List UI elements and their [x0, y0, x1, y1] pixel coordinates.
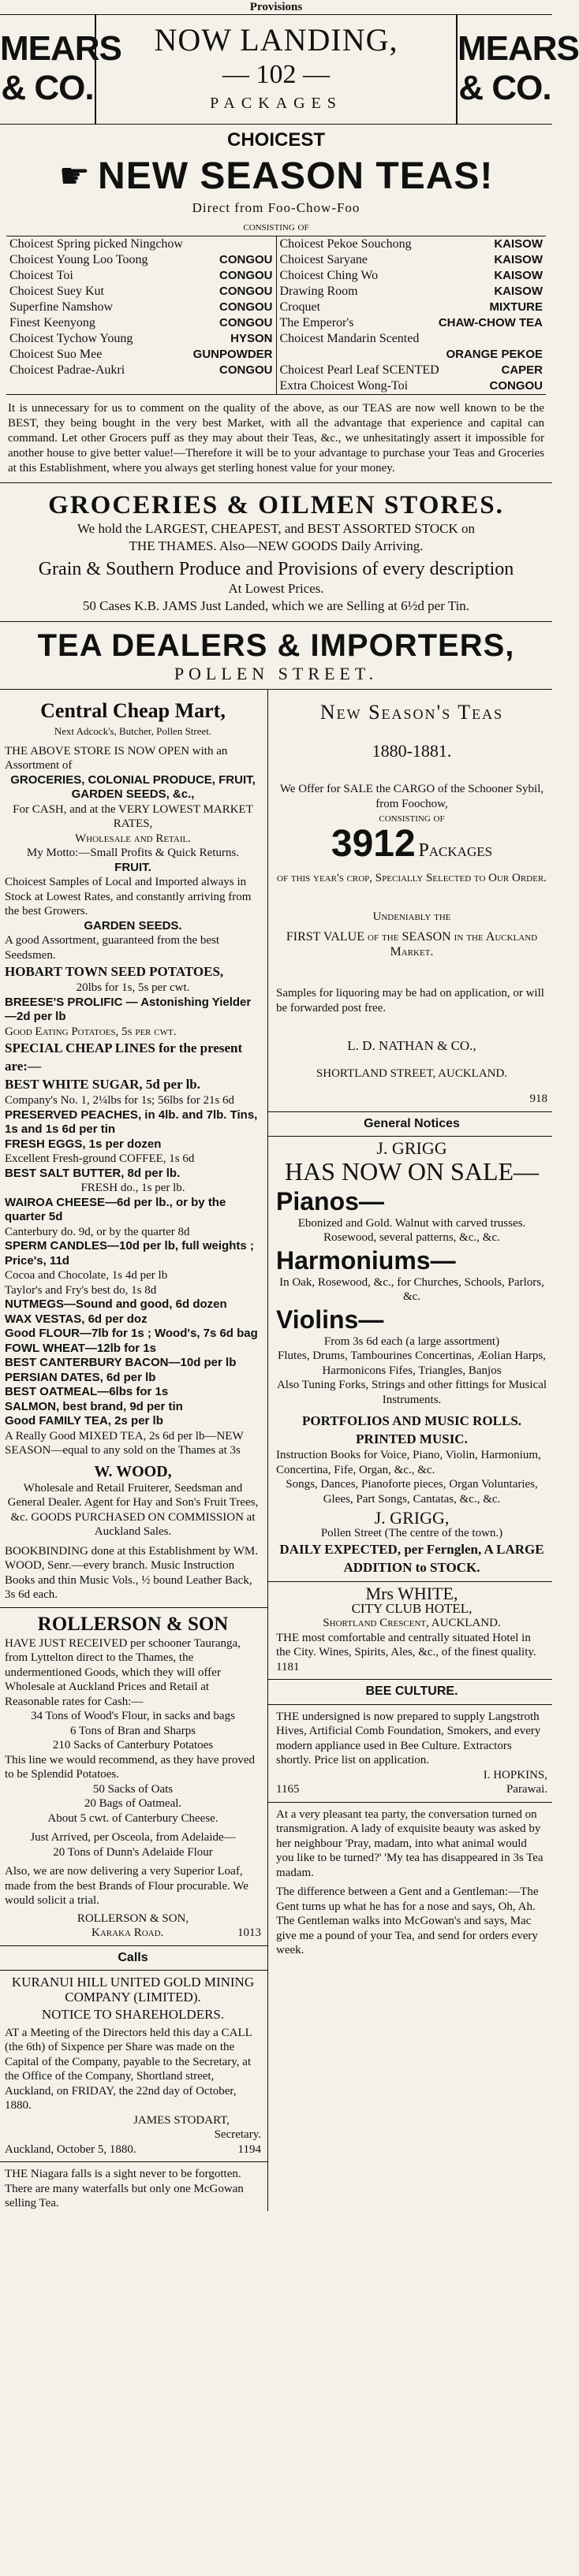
- tea-name: Finest Keenyong: [9, 316, 95, 329]
- tea-name: Choicest Suey Kut: [9, 285, 104, 298]
- rollerson-item-7: About 5 cwt. of Canterbury Cheese.: [47, 1811, 219, 1825]
- grigg-name-2: J. GRIGG,: [374, 1508, 450, 1528]
- jams-line: 50 Cases K.B. JAMS Just Landed, which we are Selling at 6½d per Tin.: [82, 598, 470, 613]
- tea-name: Choicest Suo Mee: [9, 348, 103, 361]
- lowest-prices: At Lowest Prices.: [228, 581, 324, 596]
- central-mart-title: Central Cheap Mart,: [40, 699, 226, 722]
- kuranui-company: KURANUI HILL UNITED GOLD MINING COMPANY (LIMITED).: [11, 1975, 255, 2005]
- groceries-heading: GROCERIES & OILMEN STORES.: [48, 491, 504, 519]
- nathan-heading: New Season's Teas: [319, 701, 504, 724]
- central-breese: BREESE'S PROLIFIC — Astonishing Yielder—2d per lb: [5, 995, 252, 1023]
- wood-text: Wholesale and Retail Fruiterer, Seedsman and General Dealer. Agent for Hay and Son's Fruit Trees, &c. GOODS PURCHASED ON COMMISSION at Auckland Sales.: [7, 1481, 259, 1538]
- divider: [268, 1111, 552, 1112]
- tea-item: [9, 268, 273, 284]
- divider: [268, 1581, 552, 1582]
- nathan-name: L. D. NATHAN & CO.,: [347, 1038, 476, 1053]
- rollerson-item-2: 6 Tons of Bran and Sharps: [69, 1724, 196, 1737]
- white-body: THE most comfortable and centrally situated Hotel in the City. Wines, Spirits, Ales, &c., of the finest quality.: [276, 1631, 536, 1658]
- general-notices-title: General Notices: [364, 1116, 460, 1130]
- bee-para-2: The difference between a Gent and a Gentleman:—The Gent turns up what he has for a nose and says, Oh, Ah. The Gentleman walks into McGowan's and says, Mac give me a pound of your Tea, and send for orders every week.: [276, 1885, 539, 1956]
- tea-type: CONGOU: [219, 253, 273, 266]
- divider: [0, 621, 552, 622]
- grigg-harmoniums-text: In Oak, Rosewood, &c., for Churches, Schools, Parlors, &c.: [279, 1275, 544, 1303]
- central-peaches: PRESERVED PEACHES, in 4lb. and 7lb. Tins, 1s and 1s 6d per tin: [5, 1107, 258, 1136]
- calls-title: Calls: [118, 1950, 148, 1964]
- tea-type: CHAW-CHOW TEA: [438, 316, 543, 329]
- rollerson-item-3: 210 Sacks of Canterbury Potatoes: [52, 1739, 214, 1751]
- groceries-line-1: We hold the LARGEST, CHEAPEST, and BEST ASSORTED STOCK on: [77, 521, 475, 536]
- tea-name: Drawing Room: [279, 285, 358, 298]
- white-name: Mrs WHITE,: [365, 1584, 458, 1603]
- central-fresh: FRESH do., 1s per lb.: [80, 1182, 185, 1194]
- tea-name: Choicest Pekoe Souchong: [279, 237, 412, 251]
- central-flour: Good FLOUR—7lb for 1s ; Wood's, 7s 6d bag: [5, 1327, 258, 1340]
- teas-paragraph: It is unnecessary for us to comment on the quality of the above, as our TEAS are now well known to be the BEST, they being bought in the very best Market, with all the advantage that experience and capital can command. Let other Grocers puff as they may about their Teas, &c., we unhesitatingly assert it impossible for another house to give better value!—Therefore it will be to your advantage to purchase your Teas and Groceries at this Establishment, where you always get sterling honest value for your money.: [8, 402, 544, 475]
- central-fruit-text: Choicest Samples of Local and Imported always in Stock at Lowest Rates, and constantly arriving from the best Growers.: [5, 876, 252, 918]
- mears-left: MEARS & CO.: [0, 29, 121, 107]
- packages-label: PACKAGES: [210, 95, 342, 112]
- divider: [268, 1679, 552, 1680]
- grigg-portfolios: PORTFOLIOS AND MUSIC ROLLS. PRINTED MUSIC.: [301, 1413, 522, 1446]
- grigg-harmoniums: Harmoniums—: [276, 1245, 456, 1275]
- divider: [0, 2161, 267, 2162]
- central-mixed: A Really Good MIXED TEA, 2s 6d per lb—NEW SEASON—equal to any sold on the Thames at 3s: [5, 1429, 244, 1457]
- divider: [268, 1136, 552, 1137]
- tea-type: HYSON: [230, 332, 273, 345]
- rollerson-address: Karaka Road.: [92, 1926, 164, 1939]
- central-cocoa: Cocoa and Chocolate, 1s 4d per lb: [5, 1269, 168, 1282]
- grigg-songs: Songs, Dances, Pianoforte pieces, Organ Voluntaries, Glees, Part Songs, Cantatas, &c., &c.: [286, 1478, 538, 1506]
- tea-item: [9, 315, 273, 331]
- nathan-undeniably: Undeniably the: [372, 910, 451, 923]
- rollerson-item-1: 34 Tons of Wood's Flour, in sacks and bags: [31, 1710, 235, 1722]
- grigg-violins-text: From 3s 6d each (a large assortment): [323, 1335, 500, 1348]
- central-motto: My Motto:—Small Profits & Quick Returns.: [26, 847, 240, 859]
- bee-number: 1165: [276, 1783, 300, 1796]
- central-goods: GROCERIES, COLONIAL PRODUCE, FRUIT, GARDEN SEEDS, &c.,: [10, 772, 256, 801]
- bee-title: BEE CULTURE.: [365, 1684, 458, 1698]
- tea-type: CONGOU: [219, 316, 273, 329]
- tea-type: CONGOU: [219, 285, 273, 298]
- tea-type: ORANGE PEKOE: [446, 348, 543, 361]
- tea-item: [9, 331, 273, 347]
- niagara-note: THE Niagara falls is a sight never to be forgotten. There are many waterfalls but only one McGowan selling Tea.: [5, 2168, 244, 2209]
- bee-footer: [276, 1782, 547, 1797]
- nathan-crop: of this year's crop, Specially Selected to Our Order.: [277, 872, 547, 884]
- grain-heading: Grain & Southern Produce and Provisions of every description: [38, 559, 514, 579]
- central-nutmegs: NUTMEGS—Sound and good, 6d dozen: [5, 1297, 227, 1311]
- tea-item: [9, 252, 273, 268]
- calls-date: Auckland, October 5, 1880.: [5, 2142, 136, 2156]
- tea-type: CONGOU: [489, 379, 543, 393]
- central-sugar: BEST WHITE SUGAR, 5d per lb.: [5, 1077, 201, 1092]
- tea-item: [280, 363, 544, 378]
- now-landing-box: [95, 15, 458, 124]
- central-fowl: FOWL WHEAT—12lb for 1s: [5, 1341, 156, 1355]
- central-taylor: Taylor's and Fry's best do, 1s 8d: [5, 1283, 157, 1297]
- central-seeds-text: A good Assortment, guaranteed from the best Seedsmen.: [5, 934, 220, 962]
- grigg-flutes: Flutes, Drums, Tambourines Concertinas, Æolian Harps, Harmonicons Fifes, Triangles, Banjos: [278, 1349, 546, 1377]
- central-canterbury: Canterbury do. 9d, or by the quarter 8d: [5, 1225, 190, 1238]
- divider: [0, 482, 552, 483]
- central-sugar2: Company's No. 1, 2¼lbs for 1s; 56lbs for 21s 6d: [5, 1094, 235, 1107]
- divider: [268, 1704, 552, 1705]
- rollerson-sign: ROLLERSON & SON,: [77, 1912, 189, 1925]
- central-tea: Good FAMILY TEA, 2s per lb: [5, 1414, 163, 1428]
- tea-type: KAISOW: [494, 253, 543, 266]
- tea-type: MIXTURE: [489, 300, 543, 314]
- pointing-hand-icon: ☛: [58, 156, 91, 195]
- tea-item: [280, 284, 544, 300]
- bee-place: Parawai.: [506, 1783, 547, 1796]
- grigg-name: J. GRIGG: [376, 1138, 447, 1158]
- rollerson-item-8: Just Arrived, per Osceola, from Adelaide—: [30, 1831, 236, 1844]
- central-salmon: SALMON, best brand, 9d per tin: [5, 1399, 183, 1413]
- tea-name: Choicest Ching Wo: [279, 269, 379, 282]
- central-eggs: FRESH EGGS, 1s per dozen: [5, 1137, 162, 1151]
- nathan-first: FIRST VALUE of the SEASON in the Auckland Market.: [286, 930, 538, 959]
- grigg-violins: Violins—: [276, 1305, 384, 1334]
- rollerson-item-4: This line we would recommend, as they have proved to be Splendid Potatoes.: [5, 1753, 255, 1781]
- tea-list-right: [276, 236, 547, 394]
- tea-type: CAPER: [501, 363, 543, 377]
- central-special: SPECIAL CHEAP LINES for the present are:—: [5, 1040, 243, 1074]
- wood-name: W. WOOD,: [94, 1462, 172, 1480]
- grigg-daily: DAILY EXPECTED, per Fernglen, A LARGE ADDITION to STOCK.: [279, 1542, 544, 1575]
- tea-name: Choicest Padrae-Aukri: [9, 363, 125, 377]
- tea-name: Croquet: [279, 300, 321, 314]
- tea-item: [280, 378, 544, 394]
- consisting-of: consisting of: [243, 221, 309, 233]
- new-season-row: [0, 151, 552, 200]
- tea-item: [280, 252, 544, 268]
- nathan-samples: Samples for liquoring may be had on application, or will be forwarded post free.: [276, 987, 544, 1014]
- bookbinding: BOOKBINDING done at this Establishment by WM. WOOD, Senr.—every branch. Music Instruction Books and thin Music Vols., ½ bound Leather Back, 3s 6d each.: [5, 1544, 258, 1601]
- choicest-heading: CHOICEST: [226, 129, 325, 151]
- nathan-years: 1880-1881.: [372, 740, 452, 761]
- central-potatoes: HOBART TOWN SEED POTATOES,: [5, 964, 224, 979]
- tea-item: [280, 236, 544, 252]
- central-candles: SPERM CANDLES—10d per lb, full weights ; Price's, 11d: [5, 1239, 254, 1268]
- tea-dealers-heading: TEA DEALERS & IMPORTERS,: [37, 628, 515, 663]
- tea-name: Extra Choicest Wong-Toi: [279, 379, 409, 393]
- tea-name: Choicest Tychow Young: [9, 332, 133, 345]
- tea-item: [280, 300, 544, 315]
- rollerson-title: ROLLERSON & SON: [37, 1613, 229, 1635]
- direct-from: Direct from Foo-Chow-Foo: [192, 200, 360, 215]
- central-intro: THE ABOVE STORE IS NOW OPEN with an Assortment of: [5, 744, 228, 772]
- nathan-consisting: consisting of: [379, 812, 445, 825]
- tea-name: Choicest Saryane: [279, 253, 368, 266]
- rollerson-item-6: 20 Bags of Oatmeal.: [84, 1797, 182, 1810]
- tea-name: Choicest Pearl Leaf SCENTED: [279, 363, 439, 377]
- white-number: 1181: [276, 1660, 300, 1673]
- central-mart-sub: Next Adcock's, Butcher, Pollen Street.: [54, 725, 212, 737]
- tea-type: KAISOW: [494, 285, 543, 298]
- tea-type: CONGOU: [219, 363, 273, 377]
- two-column-body: [0, 689, 552, 2211]
- tea-name: Choicest Mandarin Scented: [279, 332, 420, 345]
- tea-type: CONGOU: [219, 300, 273, 314]
- calls-body: AT a Meeting of the Directors held this day a CALL (the 6th) of Sixpence per Share was made on the Capital of the Company, payable to the Secretary, at the Office of the Company, Shortland street, Auckland, on FRIDAY, the 22nd day of October, 1880.: [5, 2026, 252, 2112]
- mears-right: MEARS & CO.: [458, 29, 579, 107]
- notice-shareholders: NOTICE TO SHAREHOLDERS.: [41, 2007, 225, 2022]
- nathan-big-row: [276, 822, 547, 865]
- new-season-teas: NEW SEASON TEAS!: [98, 154, 494, 197]
- tea-item: [9, 284, 273, 300]
- tea-item: [9, 236, 273, 252]
- white-address: Shortland Crescent, AUCKLAND.: [323, 1617, 501, 1629]
- grigg-pianos: Pianos—: [276, 1186, 384, 1215]
- tea-list: [6, 236, 546, 395]
- rollerson-number: 1013: [237, 1926, 261, 1939]
- tea-name: Choicest Young Loo Toong: [9, 253, 148, 266]
- calls-footer: [5, 2142, 261, 2157]
- grigg-address: Pollen Street (The centre of the town.): [320, 1526, 503, 1539]
- divider: [0, 1945, 267, 1946]
- tea-type: KAISOW: [494, 237, 543, 251]
- left-column: [0, 690, 268, 2211]
- central-dates: PERSIAN DATES, 6d per lb: [5, 1370, 156, 1384]
- grigg-pianos-text: Ebonized and Gold. Walnut with carved trusses. Rosewood, several patterns, &c., &c.: [297, 1216, 526, 1244]
- grigg-tuning: Also Tuning Forks, Strings and other fittings for Musical Instruments.: [276, 1379, 547, 1406]
- central-cash: For CASH, and at the VERY LOWEST MARKET RATES,: [13, 802, 253, 830]
- central-bacon: BEST CANTERBURY BACON—10d per lb: [5, 1356, 237, 1369]
- calls-number: 1194: [237, 2142, 261, 2156]
- tea-item: [9, 300, 273, 315]
- central-wholesale: Wholesale and Retail.: [75, 832, 191, 845]
- nathan-offer: We Offer for SALE the CARGO of the Schooner Sybil, from Foochow,: [279, 783, 544, 810]
- tea-item: [9, 363, 273, 378]
- rollerson-body: HAVE JUST RECEIVED per schooner Tauranga, from Lyttelton direct to the Thames, the undermentioned Goods, which they will offer Wholesale at Auckland Prices and Retail at Reasonable rates for Cash:—: [5, 1636, 241, 1708]
- tea-list-left: [6, 236, 276, 394]
- grigg-instruction: Instruction Books for Voice, Piano, Violin, Harmonium, Concertina, Fife, Organ, &c., &c.: [276, 1449, 541, 1476]
- nathan-number: 918: [529, 1093, 547, 1105]
- divider: [0, 1607, 267, 1608]
- central-fruit: FRUIT.: [114, 860, 151, 874]
- central-seeds: GARDEN SEEDS.: [84, 918, 182, 932]
- tea-name: Choicest Spring picked Ningchow: [9, 237, 183, 251]
- nathan-packages: Packages: [418, 839, 493, 861]
- divider: [268, 1802, 552, 1803]
- pollen-street: POLLEN STREET.: [174, 664, 379, 683]
- tea-item: [280, 331, 544, 347]
- tea-type: KAISOW: [494, 269, 543, 282]
- section-title: Provisions: [0, 0, 552, 15]
- groceries-line-2: THE THAMES. Also—NEW GOODS Daily Arriving.: [129, 538, 424, 553]
- tea-item: [280, 315, 544, 331]
- nathan-count: 3912: [331, 822, 416, 865]
- now-landing: NOW LANDING,: [154, 22, 398, 58]
- tea-item: [280, 347, 544, 363]
- tea-item: [9, 347, 273, 363]
- white-hotel: CITY CLUB HOTEL,: [351, 1600, 473, 1616]
- tea-type: GUNPOWDER: [192, 348, 273, 361]
- central-butter: BEST SALT BUTTER, 8d per lb.: [5, 1166, 181, 1180]
- package-count: — 102 —: [222, 60, 330, 89]
- central-vestas: WAX VESTAS, 6d per doz: [5, 1312, 148, 1326]
- grigg-has: HAS NOW ON SALE—: [284, 1156, 540, 1186]
- tea-type: CONGOU: [219, 269, 273, 282]
- central-coffee: Excellent Fresh-ground COFFEE, 1s 6d: [5, 1152, 195, 1165]
- central-eating: Good Eating Potatoes, 5s per cwt.: [5, 1025, 177, 1038]
- calls-role: Secretary.: [214, 2128, 261, 2141]
- calls-sign: JAMES STODART,: [133, 2113, 230, 2127]
- central-oatmeal: BEST OATMEAL—6lbs for 1s: [5, 1385, 169, 1398]
- central-wairoa: WAIROA CHEESE—6d per lb., or by the quarter 5d: [5, 1195, 226, 1223]
- rollerson-item-9: 20 Tons of Dunn's Adelaide Flour: [53, 1845, 213, 1859]
- tea-name: Choicest Toi: [9, 269, 73, 282]
- nathan-address: SHORTLAND STREET, AUCKLAND.: [316, 1067, 508, 1080]
- divider: [0, 1970, 267, 1971]
- bee-body: THE undersigned is now prepared to supply Langstroth Hives, Artificial Comb Foundation, Smokers, and every modern appliance used in Bee Culture. Extractors shortly. Price list on application.: [276, 1710, 541, 1766]
- rollerson-item-5: 50 Sacks of Oats: [92, 1782, 174, 1796]
- central-potatoes-price: 20lbs for 1s, 5s per cwt.: [76, 981, 190, 994]
- tea-name: The Emperor's: [279, 316, 354, 329]
- mears-banner: [0, 15, 579, 125]
- tea-name: Superfine Namshow: [9, 300, 114, 314]
- rollerson-footer: [5, 1926, 261, 1941]
- right-column: [268, 690, 552, 2211]
- tea-item: [280, 268, 544, 284]
- rollerson-item-10: Also, we are now delivering a very Superior Loaf, made from the best Brands of Flour procurable. We would solicit a trial.: [5, 1865, 248, 1907]
- bee-para-1: At a very pleasant tea party, the conversation turned on transmigration. A lady of exquisite beauty was asked by her neighbour 'Pray, madam, into what animal would you like to be turned?' 'My tea has disappeared in 3s Tea madam.: [276, 1807, 544, 1879]
- bee-sign: I. HOPKINS,: [483, 1768, 547, 1781]
